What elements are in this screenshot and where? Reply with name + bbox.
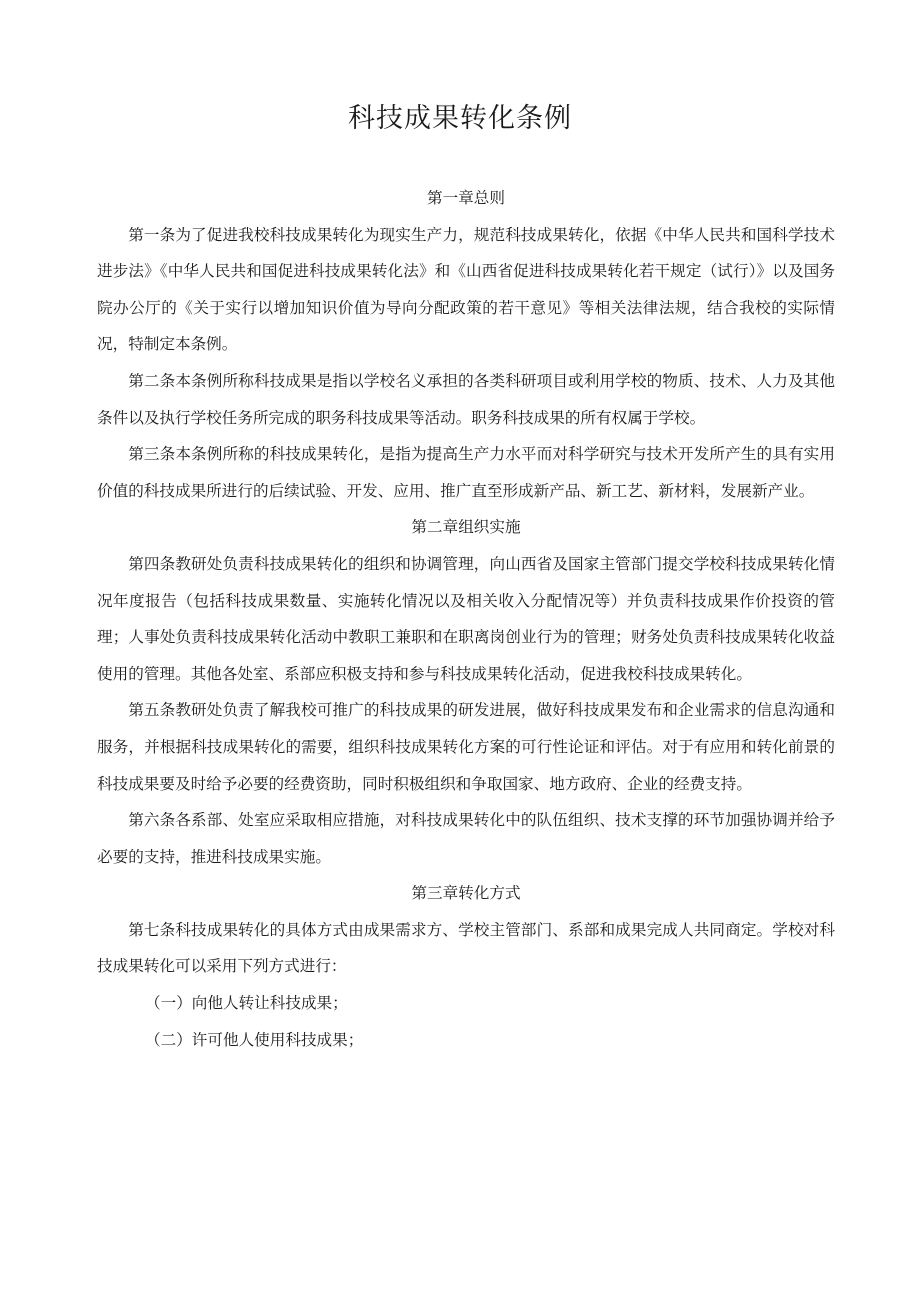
article-paragraph: 第五条教研处负责了解我校可推广的科技成果的研发进展，做好科技成果发布和企业需求的信息沟通和服务，并根据科技成果转化的需要，组织科技成果转化方案的可行性论证和评估。对于有应用和转化前景的科技成果要及时给予必要的经费资助，同时积极组织和争取国家、地方政府、企业的经费支持。: [97, 701, 835, 793]
chapter-heading: 第一章总则: [427, 189, 505, 207]
article-paragraph: 第六条各系部、处室应采取相应措施，对科技成果转化中的队伍组织、技术支撑的环节加强协调并给予必要的支持，推进科技成果实施。: [97, 811, 835, 866]
document-body: [97, 180, 835, 1058]
document-title: 科技成果转化条例: [348, 103, 572, 134]
chapter-heading: 第二章组织实施: [411, 518, 521, 537]
article-paragraph: 第一条为了促进我校科技成果转化为现实生产力，规范科技成果转化，依据《中华人民共和国科学技术进步法》《中华人民共和国促进科技成果转化法》和《山西省促进科技成果转化若干规定（试行）》以及国务院办公厅的《关于实行以增加知识价值为导向分配政策的若干意见》等相关法律法规，结合我校的实际情况，特制定本条例。: [97, 225, 835, 354]
article-paragraph: 第四条教研处负责科技成果转化的组织和协调管理，向山西省及国家主管部门提交学校科技成果转化情况年度报告（包括科技成果数量、实施转化情况以及相关收入分配情况等）并负责科技成果作价投资的管理；人事处负责科技成果转化活动中教职工兼职和在职离岗创业行为的管理；财务处负责科技成果转化收益使用的管理。其他各处室、系部应积极支持和参与科技成果转化活动，促进我校科技成果转化。: [97, 554, 835, 683]
list-item: （二）许可他人使用科技成果；: [145, 1030, 364, 1049]
chapter-heading: 第三章转化方式: [411, 884, 521, 903]
article-paragraph: 第二条本条例所称科技成果是指以学校名义承担的各类科研项目或利用学校的物质、技术、人力及其他条件以及执行学校任务所完成的职务科技成果等活动。职务科技成果的所有权属于学校。: [97, 371, 835, 427]
article-paragraph: 第三条本条例所称的科技成果转化，是指为提高生产力水平而对科学研究与技术开发所产生的具有实用价值的科技成果所进行的后续试验、开发、应用、推广直至形成新产品、新工艺、新材料，发展新产业。: [97, 445, 835, 500]
article-paragraph: 第七条科技成果转化的具体方式由成果需求方、学校主管部门、系部和成果完成人共同商定。学校对科技成果转化可以采用下列方式进行：: [97, 920, 835, 976]
list-item: （一）向他人转让科技成果；: [145, 994, 348, 1013]
